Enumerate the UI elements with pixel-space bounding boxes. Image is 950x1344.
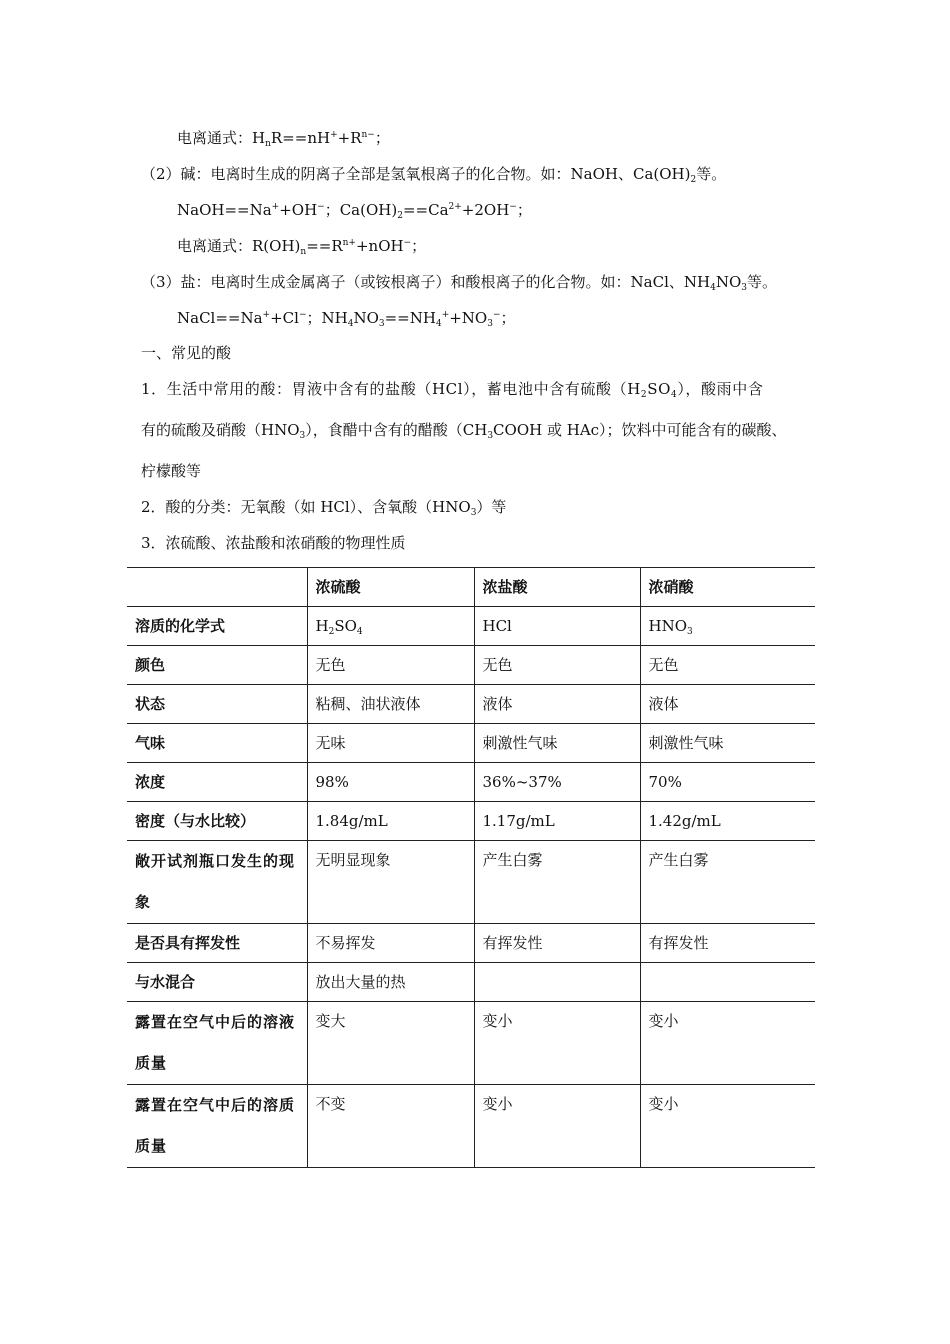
table-cell: $HNO_3$ [640, 607, 815, 646]
table-cell: 变大 [307, 1002, 474, 1085]
paragraph-common-acids-line2: 有的硫酸及硝酸$(HNO_3)$，食醋中含有的醋酸（$CH_3COOH$ 或 HAc）；饮料中可能含有的碳酸、 [141, 421, 787, 441]
row-header: 与水混合 [127, 963, 307, 1002]
paragraph-common-acids-line3: 柠檬酸等 [141, 462, 202, 480]
table-cell: 1.42g/mL [640, 802, 815, 841]
table-header-cell: 浓盐酸 [474, 568, 640, 607]
salt-ionization-equations: NaCl==Na++Cl−；$NH_4NO_3==NH_4^++NO_3^-$； [177, 309, 516, 329]
row-header: 浓度 [127, 763, 307, 802]
table-cell: 不变 [307, 1085, 474, 1168]
row-header: 露置在空气中后的溶液质量 [127, 1002, 307, 1085]
table-row [127, 963, 815, 1002]
paragraph-common-acids-line1: 1．生活中常用的酸：胃液中含有的盐酸（HCl），蓄电池中含有硫酸$(H_2SO_4)$，酸雨中含 [141, 380, 764, 400]
table-cell: 无明显现象 [307, 841, 474, 924]
base-ionization-equations: NaOH==Na++OH−；$Ca(OH)_2==Ca^{2+}+2OH^-$； [177, 201, 532, 221]
table-cell: 有挥发性 [474, 924, 640, 963]
table-cell: 98% [307, 763, 474, 802]
row-header: 颜色 [127, 646, 307, 685]
table-cell: 变小 [640, 1002, 815, 1085]
table-cell: 无味 [307, 724, 474, 763]
table-cell: 无色 [640, 646, 815, 685]
table-cell: 粘稠、油状液体 [307, 685, 474, 724]
paragraph-physical-properties-title: 3．浓硫酸、浓盐酸和浓硝酸的物理性质 [141, 534, 406, 552]
ionization-general-formula-acid: 电离通式：$H_nR==nH^++R^{n-}$； [177, 129, 390, 149]
table-row [127, 724, 815, 763]
table-header-cell: 浓硝酸 [640, 568, 815, 607]
table-row [127, 685, 815, 724]
table-cell: 变小 [474, 1002, 640, 1085]
table-cell: 产生白雾 [640, 841, 815, 924]
row-header: 密度（与水比较） [127, 802, 307, 841]
table-header-cell: 浓硫酸 [307, 568, 474, 607]
table-cell: 变小 [640, 1085, 815, 1168]
row-header: 状态 [127, 685, 307, 724]
table-cell: 不易挥发 [307, 924, 474, 963]
table-cell: 有挥发性 [640, 924, 815, 963]
table-cell: 刺激性气味 [474, 724, 640, 763]
row-header: 是否具有挥发性 [127, 924, 307, 963]
table-cell: 变小 [474, 1085, 640, 1168]
table-row [127, 1085, 815, 1168]
section-heading-common-acids: 一、常见的酸 [141, 344, 232, 362]
table-cell: 刺激性气味 [640, 724, 815, 763]
table-row [127, 646, 815, 685]
table-cell: 36%~37% [474, 763, 640, 802]
row-header: 溶质的化学式 [127, 607, 307, 646]
table-row [127, 841, 815, 924]
table-row [127, 607, 815, 646]
table-cell: 无色 [474, 646, 640, 685]
table-cell: 液体 [474, 685, 640, 724]
table-row [127, 924, 815, 963]
table-cell: 1.17g/mL [474, 802, 640, 841]
row-header: 露置在空气中后的溶质质量 [127, 1085, 307, 1168]
table-cell: 液体 [640, 685, 815, 724]
row-header: 敞开试剂瓶口发生的现象 [127, 841, 307, 924]
table-cell: 产生白雾 [474, 841, 640, 924]
table-cell: 放出大量的热 [307, 963, 474, 1002]
table-row [127, 1002, 815, 1085]
table-cell [474, 963, 640, 1002]
acid-properties-table [127, 567, 815, 1168]
table-cell: $H_2SO_4$ [307, 607, 474, 646]
base-definition: （2）碱：电离时生成的阴离子全部是氢氧根离子的化合物。如：NaOH、$Ca(OH)_2$等。 [141, 165, 727, 185]
row-header: 气味 [127, 724, 307, 763]
table-row [127, 802, 815, 841]
ionization-general-formula-base: 电离通式：$R(OH)_n==R^{n+}+nOH^-$； [177, 237, 427, 257]
table-cell: HCl [474, 607, 640, 646]
table-cell: 70% [640, 763, 815, 802]
table-header-cell [127, 568, 307, 607]
table-cell: 1.84g/mL [307, 802, 474, 841]
table-cell [640, 963, 815, 1002]
table-cell: 无色 [307, 646, 474, 685]
salt-definition: （3）盐：电离时生成金属离子（或铵根离子）和酸根离子的化合物。如：NaCl、$NH_4NO_3$等。 [141, 273, 778, 293]
table-header-row [127, 568, 815, 607]
paragraph-acid-classification: 2．酸的分类：无氧酸（如 HCl）、含氧酸$(HNO_3)$等 [141, 498, 507, 518]
table-row [127, 763, 815, 802]
